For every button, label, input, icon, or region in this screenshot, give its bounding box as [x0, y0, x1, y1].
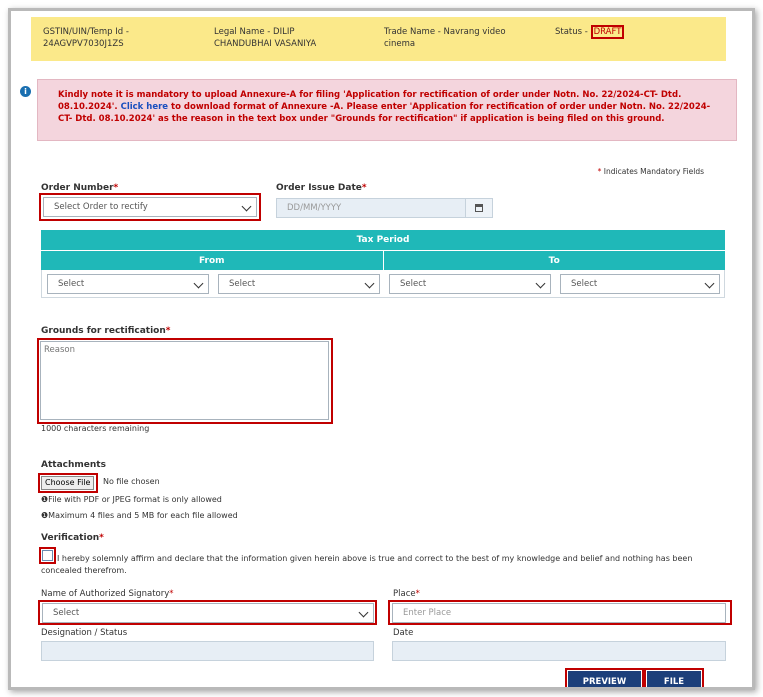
- trade-name-line1: Trade Name - Navrang video: [384, 27, 506, 37]
- taxpayer-header: [31, 17, 726, 61]
- choose-file-button[interactable]: Choose File: [41, 476, 94, 490]
- legal-name-line1: Legal Name - DILIP: [214, 27, 295, 37]
- no-file-text: No file chosen: [103, 477, 160, 486]
- to-month-select[interactable]: Select: [389, 274, 551, 294]
- choose-file-highlight: [38, 473, 98, 493]
- preview-highlight: [565, 668, 644, 690]
- order-number-label: Order Number*: [41, 183, 119, 193]
- designation-field: [41, 641, 374, 661]
- place-highlight: [388, 600, 732, 625]
- gstin-info: [43, 26, 129, 50]
- chevron-down-icon: [194, 279, 204, 289]
- status-info: [555, 26, 624, 38]
- mandatory-fields-note: [598, 167, 704, 176]
- file-button[interactable]: FILE: [647, 671, 701, 690]
- signatory-label: Name of Authorized Signatory*: [41, 589, 174, 599]
- order-issue-date-label: Order Issue Date*: [276, 183, 367, 193]
- tax-period-table: [41, 230, 725, 298]
- gstin-value: 24AGVPV7030J1ZS: [43, 39, 124, 49]
- verification-highlight: [39, 547, 56, 564]
- gstin-label: GSTIN/UIN/Temp Id -: [43, 27, 129, 37]
- date-label: Date: [393, 628, 414, 638]
- tax-period-title: Tax Period: [41, 230, 725, 250]
- tax-period-from-header: From: [41, 250, 384, 270]
- preview-button[interactable]: PREVIEW: [568, 671, 641, 690]
- place-placeholder: Enter Place: [403, 608, 452, 618]
- form-window: [8, 8, 755, 690]
- signatory-value: Select: [53, 608, 80, 618]
- format-note: ❶File with PDF or JPEG format is only allowed: [41, 495, 222, 504]
- notice-text: [58, 89, 718, 125]
- characters-remaining: 1000 characters remaining: [41, 424, 150, 433]
- notice-text-part2: to download format of Annexure -A. Please enter 'Application for rectification of order under Notn. No. 22/2024-CT- Dtd. 08.10.2024' as the reason in the text box under "Grounds for rectification" if application is being filed on this ground.: [58, 102, 711, 124]
- chevron-down-icon: [536, 279, 546, 289]
- verification-label: Verification*: [41, 533, 104, 543]
- size-note: ❶Maximum 4 files and 5 MB for each file allowed: [41, 511, 238, 520]
- from-year-select[interactable]: Select: [218, 274, 380, 294]
- from-month-select[interactable]: Select: [47, 274, 209, 294]
- order-issue-date-placeholder: DD/MM/YYYY: [287, 203, 342, 213]
- mandatory-annexure-notice: [24, 79, 737, 141]
- attachments-label: Attachments: [41, 460, 106, 470]
- to-year-select[interactable]: Select: [560, 274, 720, 294]
- status-label: Status -: [555, 27, 588, 37]
- order-number-highlight: [39, 193, 261, 221]
- legal-name-line2: CHANDUBHAI VASANIYA: [214, 39, 317, 49]
- required-asterisk: *: [597, 167, 602, 176]
- grounds-label: Grounds for rectification*: [41, 326, 171, 336]
- file-highlight: [644, 668, 704, 690]
- order-number-value: Select Order to rectify: [54, 202, 148, 212]
- info-icon: i: [20, 86, 31, 97]
- place-label: Place*: [393, 589, 420, 599]
- trade-name-info: [384, 26, 506, 50]
- info-icon: ❶: [41, 495, 49, 504]
- tax-period-to-header: To: [384, 250, 726, 270]
- trade-name-line2: cinema: [384, 39, 416, 49]
- notice-text-part1: Kindly note it is mandatory to upload Annexure-A for filing 'Application for rectification of order under Notn. No. 22/2024-CT- Dtd. 08.10.2024'.: [58, 90, 682, 112]
- mandatory-fields-text: Indicates Mandatory Fields: [603, 167, 704, 176]
- grounds-highlight: [37, 338, 333, 424]
- verification-declaration: I hereby solemnly affirm and declare that the information given herein above is true and correct to the best of my knowledge and belief and nothing has been concealed therefrom.: [41, 554, 693, 575]
- order-issue-date-field[interactable]: [276, 198, 493, 218]
- info-icon: ❶: [41, 511, 49, 520]
- chevron-down-icon: [365, 279, 375, 289]
- chevron-down-icon: [705, 279, 715, 289]
- status-badge: DRAFT: [591, 25, 625, 39]
- date-field: [392, 641, 726, 661]
- signatory-highlight: [38, 600, 377, 625]
- download-annexure-link[interactable]: Click here: [120, 102, 169, 112]
- tax-period-subheader: [41, 250, 725, 270]
- tax-period-row: [41, 270, 725, 298]
- calendar-icon[interactable]: [465, 199, 492, 217]
- designation-label: Designation / Status: [41, 628, 128, 638]
- legal-name-info: [214, 26, 316, 50]
